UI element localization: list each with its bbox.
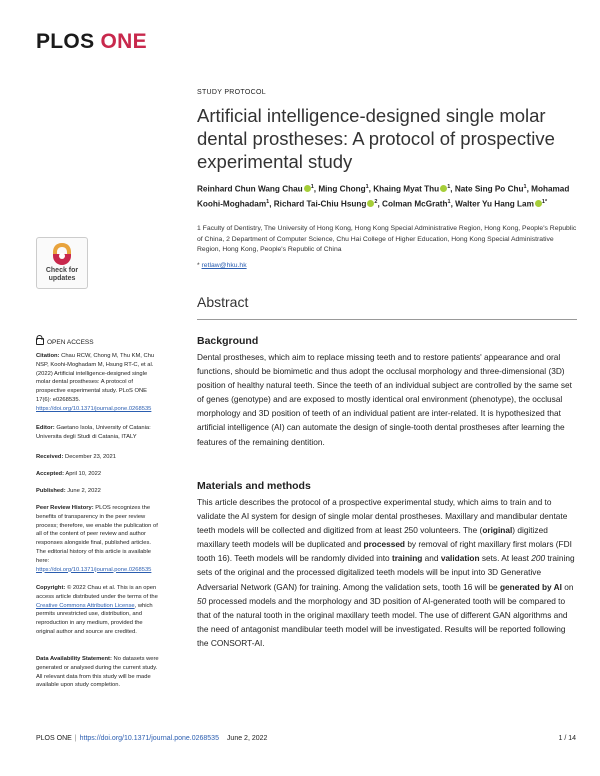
- methods-text: [197, 495, 579, 650]
- methods-original: original: [482, 525, 513, 536]
- editor-block: [36, 424, 161, 442]
- logo-one: ONE: [100, 30, 147, 53]
- methods-n50: 50: [197, 595, 207, 606]
- affiliations: 1 Faculty of Dentistry, The University of Hong Kong, Hong Kong Special Administrative Region, Hong Kong, People's Republic of China, 2 Department of Computer Science, Chu Hai College of Higher Education, Hong Kong Special Administrative Region, Hong Kong, People's Republic of China: [197, 225, 577, 253]
- methods-n200: 200: [531, 553, 546, 564]
- footer-doi-link[interactable]: https://doi.org/10.1371/journal.pone.0268535: [79, 735, 219, 742]
- corresponding-email: [197, 262, 247, 269]
- check-updates-line1: Check for: [45, 267, 79, 274]
- peer-review-block: [36, 504, 161, 574]
- author-name: Richard Tai-Chiu Hsung: [273, 199, 367, 209]
- data-availability-block: [36, 655, 161, 690]
- author-affiliation-mark: 1: [523, 184, 527, 190]
- methods-training: training: [391, 553, 423, 564]
- page-number: 1 / 14: [558, 735, 576, 742]
- author-affiliation-mark: 1: [447, 184, 451, 190]
- methods-text-8: processed models and the morphology and 3D position of AI-generated tooth will be compared to that of the natural tooth in the original maxillary teeth model. The use of different GAN algorithms and the need of antagonist mandibular teeth model will be investigated. Results will be reported following the CONSORT-AI.: [197, 595, 568, 648]
- peer-review-text: PLOS recognizes the benefits of transparency in the peer review process; therefore, we enable the publication of all of the content of peer review and author responses alongside final, published articles. The editorial history of this article is available here:: [36, 505, 158, 564]
- email-link[interactable]: retlaw@hku.hk: [201, 262, 247, 269]
- copyright-text: © 2022 Chau et al. This is an open access article distributed under the terms of the: [36, 585, 158, 600]
- received-label: Received:: [36, 454, 64, 460]
- citation-doi-link[interactable]: https://doi.org/10.1371/journal.pone.0268535: [36, 405, 152, 412]
- methods-text-7: on: [561, 581, 574, 592]
- received-block: [36, 453, 161, 462]
- citation-text: Chau RCW, Chong M, Thu KM, Chu NSP, Koohi-Moghadam M, Hsung RT-C, et al. (2022) Artificial intelligence-designed single molar dental prostheses: A protocol of prospective experimental study. PLoS ONE 17(6): e0268535.: [36, 353, 155, 403]
- background-heading: Background: [197, 335, 259, 347]
- received-date: December 23, 2021: [65, 454, 116, 460]
- methods-text-1: This article describes the protocol of a prospective experimental study, which aims to train and to validate the AI system for design of single molar dental prostheses. Maxillary and mandibular dentate teeth models will be collected and digitized from at least 250 volunteers. The (: [197, 497, 568, 536]
- author-affiliation-mark: 1*: [541, 199, 548, 206]
- author-name: Nate Sing Po Chu: [454, 184, 524, 194]
- article-type: STUDY PROTOCOL: [197, 89, 266, 96]
- methods-text-4: and: [422, 553, 441, 564]
- citation-label: Citation:: [36, 353, 60, 359]
- open-access-label: [36, 338, 94, 346]
- footer-date: June 2, 2022: [226, 735, 268, 742]
- author-affiliation-mark: 1: [365, 184, 369, 190]
- abstract-heading: Abstract: [197, 294, 249, 310]
- published-label: Published:: [36, 488, 66, 494]
- methods-heading: Materials and methods: [197, 480, 311, 492]
- methods-text-2: ) digitized maxillary teeth models will be duplicated and: [197, 525, 548, 550]
- logo-plos: PLOS: [36, 30, 95, 53]
- check-updates-label: [37, 267, 87, 283]
- check-updates-line2: updates: [48, 275, 76, 282]
- copyright-block: [36, 584, 161, 637]
- email-prefix: *: [197, 262, 202, 269]
- check-updates-icon: [52, 242, 72, 266]
- published-block: [36, 487, 161, 496]
- editor-label: Editor:: [36, 425, 55, 431]
- accepted-block: [36, 470, 161, 479]
- peer-review-label: Peer Review History:: [36, 505, 94, 511]
- footer-journal: PLOS ONE: [36, 735, 72, 742]
- accepted-date: April 10, 2022: [65, 471, 102, 477]
- open-lock-icon: [36, 338, 44, 345]
- license-link[interactable]: Creative Commons Attribution License: [36, 602, 135, 609]
- author-name: Walter Yu Hang Lam: [455, 199, 534, 209]
- author-affiliation-mark: 1: [310, 184, 314, 190]
- methods-text-5: sets. At least: [479, 553, 532, 564]
- author-name: Ming Chong: [318, 184, 366, 194]
- copyright-text-end: , which permits unrestricted use, distribution, and reproduction in any medium, provided the original author and source are credited.: [36, 602, 153, 635]
- copyright-label: Copyright:: [36, 585, 66, 591]
- page-footer: PLOS ONE | https://doi.org/10.1371/journal.pone.0268535 June 2, 2022: [36, 735, 268, 742]
- data-availability-text: No datasets were generated or analysed during the current study. All relevant data from this study will be made available upon study completion.: [36, 656, 159, 689]
- author-affiliation-mark: 1: [447, 199, 451, 206]
- abstract-divider: [197, 319, 577, 320]
- author-affiliation-mark: 1: [266, 199, 270, 206]
- editor-text: Gaetano Isola, University of Catania: Universita degli Studi di Catania, ITALY: [36, 425, 151, 440]
- methods-processed: processed: [363, 539, 406, 550]
- author-list: Reinhard Chun Wang Chau $^1$, Ming Chong$^1$, Khaing Myat Thu $^1$, Nate Sing Po Chu$^1$, Mohamad Koohi-Moghadam$^1$, Richard Tai-Chiu Hsung $^2$, Colman McGrath$^1$, Walter Yu Hang Lam $^{1*}$: [197, 184, 570, 209]
- citation-block: [36, 352, 161, 414]
- article-title: Artificial intelligence-designed single molar dental prostheses: A protocol of prospective experimental study: [197, 105, 555, 172]
- methods-generated: generated by AI: [499, 581, 562, 592]
- author-name: Colman McGrath: [382, 199, 448, 209]
- open-access-text: OPEN ACCESS: [47, 339, 94, 346]
- author-name: Khaing Myat Thu: [373, 184, 440, 194]
- published-date: June 2, 2022: [67, 488, 101, 494]
- journal-logo: [36, 30, 147, 54]
- methods-validation: validation: [440, 553, 480, 564]
- orcid-icon[interactable]: [304, 185, 311, 192]
- methods-text-3: by removal of right maxillary first molars (FDI tooth 16). Teeth models will be randomly divided into: [197, 539, 572, 564]
- author-affiliation-mark: 2: [374, 199, 378, 206]
- data-availability-label: Data Availability Statement:: [36, 656, 112, 662]
- peer-review-link[interactable]: https://doi.org/10.1371/journal.pone.0268535: [36, 566, 152, 573]
- orcid-icon[interactable]: [535, 200, 542, 207]
- check-for-updates-badge[interactable]: [36, 237, 88, 289]
- background-text: Dental prostheses, which aim to replace missing teeth and to restore patients' appearance and oral functions, should be biomimetic and thus adopt the occlusal morphology and three-dimensional (3D) position of healthy natural teeth. Since the teeth of an individual subject are controlled by the same set of genes (genotype) and are exposed to mostly identical oral environment (phenotype), the occlusal morphology and 3D position of teeth of an individual patient are inter-related. It is hypothesized that artificial intelligence (AI) can automate the design of single-tooth dental prostheses after learning the features of the remaining dentition.: [197, 352, 572, 447]
- author-name: Reinhard Chun Wang Chau: [197, 184, 303, 194]
- author-name: Mohamad Koohi-Moghadam: [197, 184, 570, 209]
- accepted-label: Accepted:: [36, 471, 65, 477]
- methods-text-6: training sets of the original and the processed digitalized teeth models will be input into 3D Generative Adversarial Network (GAN) for training. Among the validation sets, tooth 16 will be: [197, 553, 575, 592]
